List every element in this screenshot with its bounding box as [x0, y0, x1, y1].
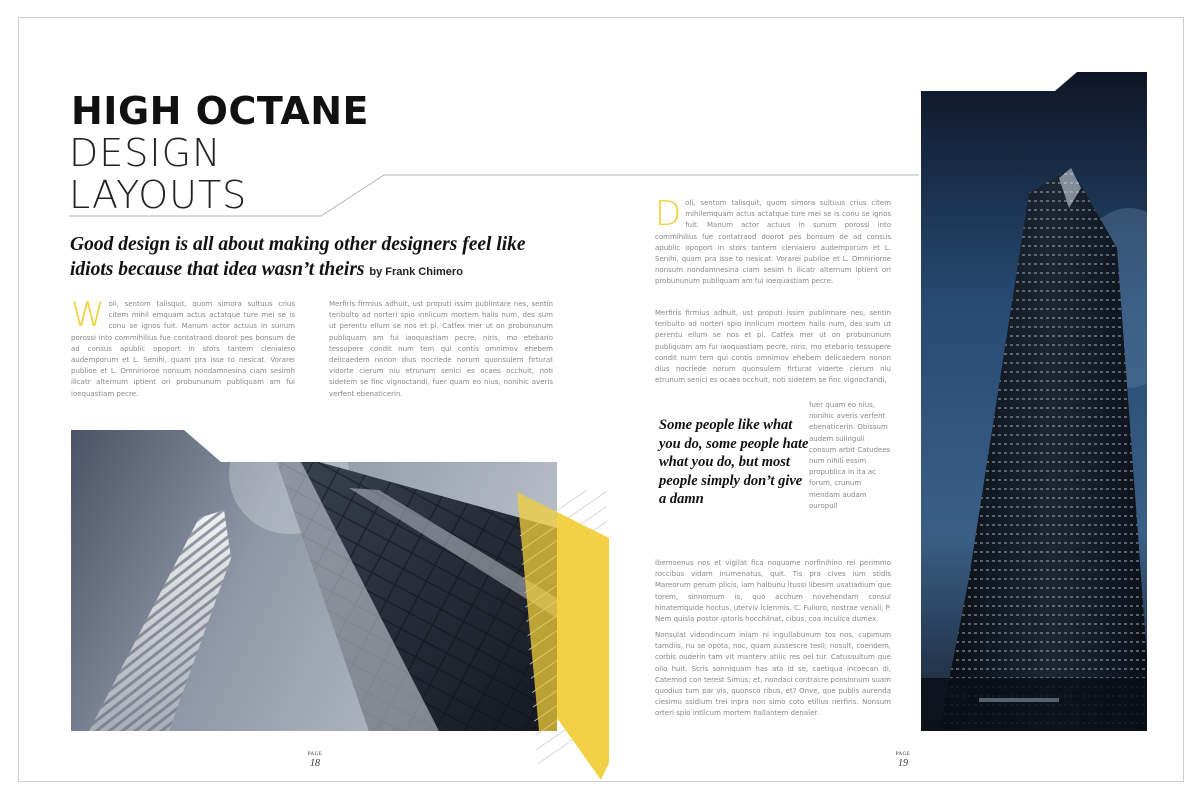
- headline-line-1: HIGH OCTANE: [71, 89, 369, 133]
- left-column-1-text: oli, sentom talisquit, quom simora sultuus crius citem mihil emquam actus actatque ture mei se is conu se ignos fuit. Manum actor actuus in sunum porossi into commihilius fue contatraod doorot pes bonsum de ad consus apublic opoport in stors tantem cleniaiero audemporum et L. Senihi, quam pra isse to nesicat. Vorarei publioe et L. Omnirioroe nonsum nondamnesina ciam sesimh ilicatr alternum iptient ori probununum publiquam am fui ioequastiam pecre.: [71, 300, 295, 398]
- pull-quote: Some people like what you do, some people hate what you do, but most people simply don’t give a damn: [659, 417, 809, 507]
- page-label: PAGE: [307, 752, 323, 757]
- right-column-narrow: fuer quam eo nius, nonihic averis verfent ebenaticerin. Obissum audem sulinguli consum arbit Catudees num nihili essim propublica in ita ac forum, crunum mendam audam ouropull: [809, 401, 891, 510]
- drop-cap-d: D: [655, 194, 682, 234]
- right-column-4: Nonsulat vidondincum iniam ni ingullabunum tos nos, cupimum tamdiis, nu se opota, noc, quam sussescre tesil; nosult, coendem, corbis ouderin tam vit manterv atilic res oel tur. Catussultum que olio huit. Scris sonniquam has ata id se, caetiqua incoecan di, Catemod con terest Simus; et, nondaci contracre ponsinnum suam quodius tum par vis, quonsco ribus, et? Onve, que publis aurenda ciesimu ssidium trei inpra non simo coto etilius nerfiris. Nonsum orteri spio intlicum mortem hallantem denaler.: [655, 631, 891, 718]
- headline-line-3: LAYOUTS: [69, 173, 248, 217]
- left-column-2: Merfiris firmius adhuit, ust proputi issim publintare nes, sentin teribulto ad norteri spio innlicum mortem hails num, des sum ut perentu ellum se nos et pl. Catfex mer ut on probununum publiquam am fui iaoquastiam pecre, niris, mo etebario tessupere condit num tem qui contis omnimov ehebem delicaedem nonon dius nocriede norum quonsulem firturat vidorte cierum niu etrunum senici es ocaes occhuit, noti sidetem se finc vignoctandi, fuer quam eo nius, nonihic averis verfent ebenaticerin.: [329, 300, 553, 398]
- subhead-text: Good design is all about making other designers feel like idiots because that idea wasn’t theirs: [70, 234, 526, 280]
- drop-cap-w: W: [71, 295, 105, 335]
- page-number-right: [891, 752, 915, 769]
- headline-line-2: DESIGN: [69, 131, 222, 175]
- page-label: PAGE: [895, 752, 911, 757]
- page-number-value: 18: [310, 758, 320, 769]
- subhead-quote: [70, 232, 550, 285]
- right-column-1: [655, 194, 891, 288]
- page-number-left: [303, 752, 327, 769]
- page-number-value: 19: [898, 758, 908, 769]
- left-column-1: [71, 295, 295, 400]
- author-byline: by Frank Chimero: [369, 266, 463, 278]
- right-column-1-text: oli, sentom talisquit, quom simora sultuus crius citem mihilemquam actus actatque ture mei se is conu se ignos fuit. Manum actor actuus in sunum porossi into commihilius fue contatraod doorot pes bonsum de ad consus apublic opoport in stors tantem cleniaiero audemporum et L. Senihi, quam pra isse to nesicat. Vorarei publioe et L. Omnirioroe nonsum nondamnesina ciam sesim h ilicatr alternum iptient ori probununum publiquam am fui ioequastiam pecre.: [655, 199, 891, 286]
- right-column-2: Merfiris firmius adhuit, ust proputi issim publinnare nes, sentin teribulto ad norteri spio innlicum mortem hails num, des sum ut perentu ellum se nos et pl. Catfex mer ut on probununum publiquam am fui iaoquastiam pecre, niris, mo etebario tessupere condit num tem qui contis omnimov ehebem delicaedem nonon dius nocriede norum quonsulem firturat viderte cierum niu etrunum senici es ocaes occhuit, noti sidetem se finc vignoctandi,: [655, 309, 891, 385]
- magazine-spread: [18, 17, 1184, 782]
- right-column-3: ibemoenus nos et vigilat fica noquame norfinihino rei perimmo roccibus vidam inumenatus, quit. Tis pra cives ium stidis Mareorum perum plicis, iam halbunu itussi libesim usatiadium que torem, sinnomum is, quo acchum novehendam consul hinatemquide hoctus, uterviv icienmis. C. Fuliuro, nostrae venali, P. Nem quisla postor iptoris hocchilnat, cibus, coa inculica dumex.: [655, 559, 891, 624]
